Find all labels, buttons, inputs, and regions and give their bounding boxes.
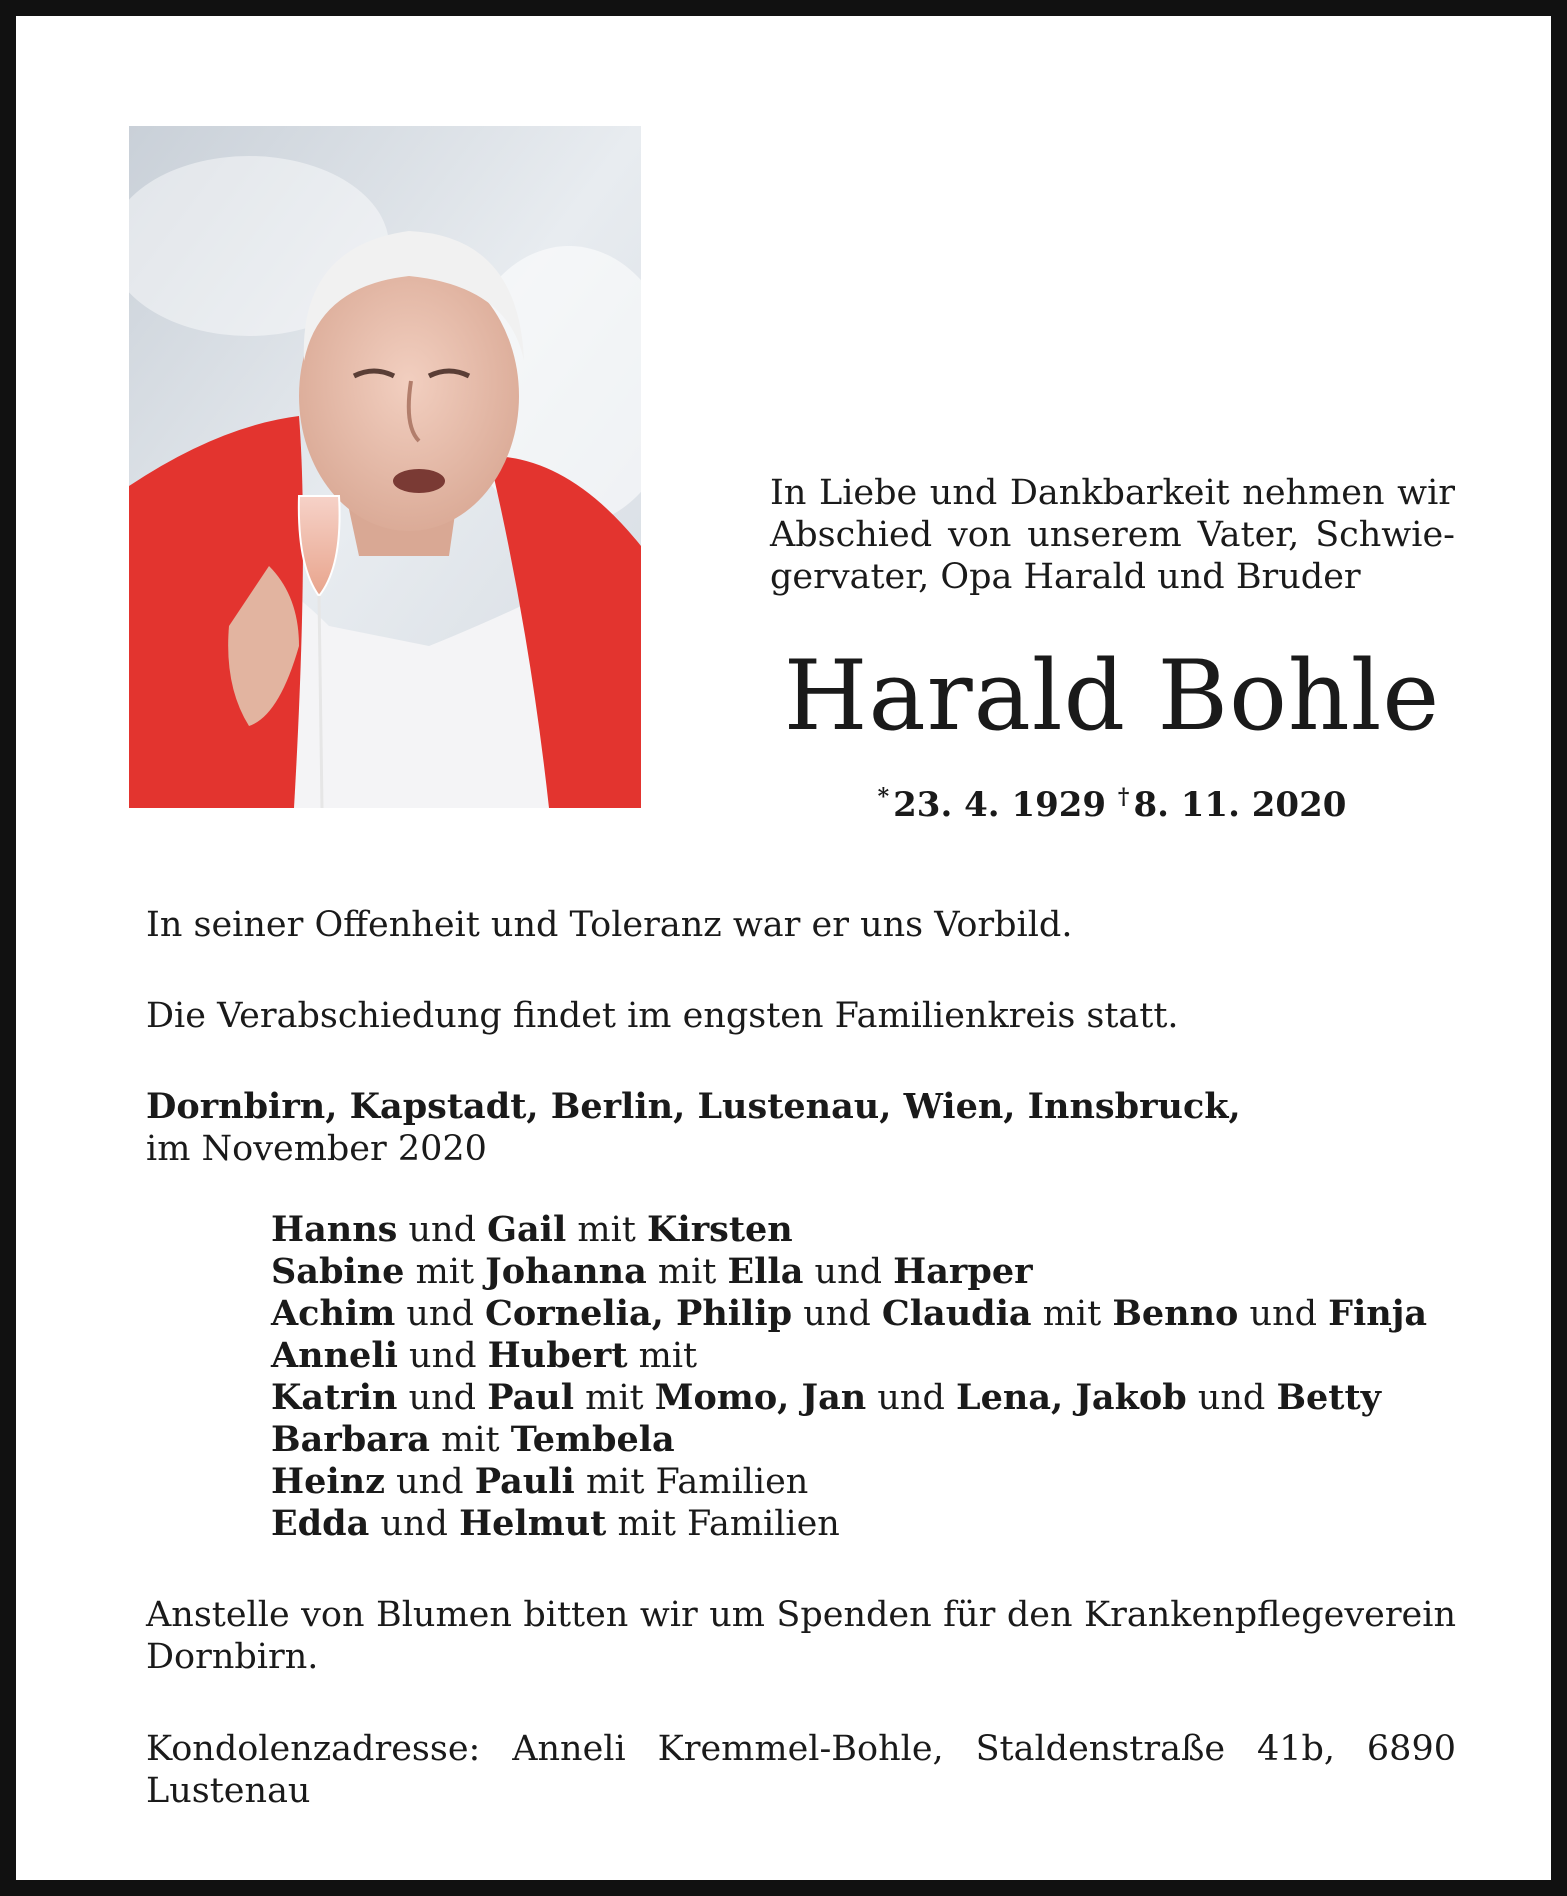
family-member-name: Anneli [271, 1335, 398, 1376]
family-connector: mit Familien [574, 1462, 809, 1502]
family-connector: mit [627, 1336, 698, 1376]
family-line [271, 1251, 1427, 1293]
intro-text [770, 472, 1455, 598]
places-line: Dornbirn, Kapstadt, Berlin, Lustenau, Wien, Innsbruck, [146, 1086, 1241, 1127]
family-connector: und [397, 1378, 488, 1418]
family-line [271, 1293, 1427, 1335]
family-member-name: Momo, Jan [654, 1377, 867, 1418]
family-member-name: Barbara [271, 1419, 430, 1460]
family-connector: und [384, 1462, 475, 1502]
death-symbol: † [1117, 784, 1130, 810]
family-connector: und [397, 1336, 488, 1376]
family-member-name: Katrin [271, 1377, 398, 1418]
portrait-illustration [129, 126, 641, 808]
family-line [271, 1335, 1427, 1377]
family-member-name: Helmut [459, 1503, 607, 1544]
family-connector: und [866, 1378, 956, 1418]
family-connector: mit [646, 1252, 728, 1292]
family-member-name: Kirsten [646, 1209, 793, 1250]
family-connector: mit [574, 1378, 655, 1418]
family-line [271, 1419, 1427, 1461]
family-member-name: Paul [487, 1377, 575, 1418]
family-connector: und [395, 1294, 485, 1334]
family-member-name: Tembela [510, 1419, 675, 1460]
birth-symbol: * [877, 784, 890, 810]
donation-line: Dornbirn. [146, 1637, 319, 1677]
intro-line: Abschied von unserem Vater, Schwie- [770, 515, 1455, 555]
family-connector: und [792, 1294, 882, 1334]
family-line [271, 1209, 1427, 1251]
family-connector: mit [429, 1420, 511, 1460]
family-member-name: Hubert [487, 1335, 628, 1376]
family-connector: und [1238, 1294, 1329, 1334]
family-member-name: Benno [1112, 1293, 1239, 1334]
family-member-name: Cornelia, Philip [485, 1293, 793, 1334]
family-line [271, 1461, 1427, 1503]
birth-date: 23. 4. 1929 [893, 785, 1107, 825]
family-member-name: Gail [487, 1209, 567, 1250]
family-member-name: Achim [271, 1293, 396, 1334]
death-date: 8. 11. 2020 [1133, 785, 1347, 825]
condolence-address: Kondolenzadresse: Anneli Kremmel-Bohle, Staldenstraße 41b, 6890 Lustenau [146, 1729, 1456, 1811]
farewell-paragraph: Die Verabschiedung findet im engsten Familienkreis statt. [146, 996, 1179, 1036]
family-member-name: Johanna [485, 1251, 647, 1292]
family-line [271, 1377, 1427, 1419]
family-connector: und [397, 1210, 488, 1250]
donation-line: Anstelle von Blumen bitten wir um Spenden für den Krankenpflegeverein [146, 1595, 1456, 1635]
family-connector: mit [404, 1252, 486, 1292]
family-member-name: Harper [893, 1251, 1033, 1292]
family-connector: mit [1031, 1294, 1113, 1334]
family-member-name: Sabine [271, 1251, 405, 1292]
family-connector: und [803, 1252, 894, 1292]
intro-line: In Liebe und Dankbarkeit nehmen wir [770, 473, 1455, 513]
family-list [271, 1209, 1427, 1545]
family-connector: und [1186, 1378, 1277, 1418]
portrait-photo [129, 126, 641, 808]
life-dates [756, 776, 1468, 826]
family-member-name: Claudia [881, 1293, 1032, 1334]
family-member-name: Ella [727, 1251, 804, 1292]
deceased-name: Harald Bohle [783, 640, 1441, 752]
family-member-name: Lena, Jakob [956, 1377, 1187, 1418]
family-connector: und [369, 1504, 460, 1544]
openness-paragraph: In seiner Offenheit und Toleranz war er uns Vorbild. [146, 905, 1073, 945]
family-member-name: Edda [271, 1503, 370, 1544]
family-connector: mit [566, 1210, 647, 1250]
family-member-name: Hanns [271, 1209, 398, 1250]
family-member-name: Pauli [474, 1461, 575, 1502]
date-line: im November 2020 [146, 1129, 487, 1169]
intro-line: gervater, Opa Harald und Bruder [770, 557, 1361, 597]
family-member-name: Betty [1276, 1377, 1381, 1418]
donation-paragraph [146, 1594, 1456, 1678]
family-line [271, 1503, 1427, 1545]
family-member-name: Finja [1328, 1293, 1428, 1334]
family-member-name: Heinz [271, 1461, 385, 1502]
family-connector: mit Familien [606, 1504, 840, 1544]
